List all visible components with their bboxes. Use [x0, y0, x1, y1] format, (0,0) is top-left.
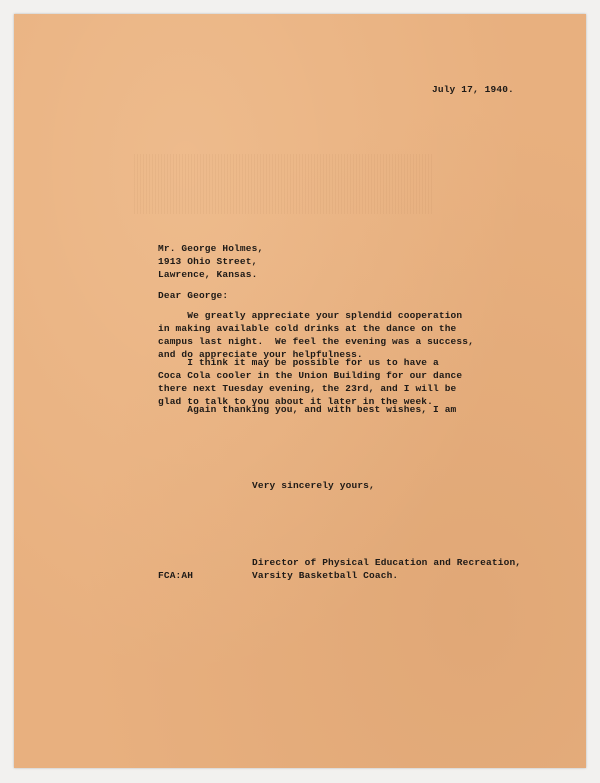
letter-page: [14, 14, 586, 768]
typist-initials: FCA:AH: [158, 570, 194, 581]
paragraph-line: I think it may be possible for us to have a: [158, 357, 439, 368]
paragraph-3: [158, 403, 456, 416]
paragraph-line: campus last night. We feel the evening was a success,: [158, 336, 474, 347]
paragraph-1: [158, 309, 474, 361]
paragraph-line: in making available cold drinks at the dance on the: [158, 323, 457, 334]
paragraph-line: Again thanking you, and with best wishes, I am: [158, 404, 457, 415]
paragraph-line: glad to talk to you about it later in the week.: [158, 396, 433, 407]
show-through-texture: [134, 154, 434, 214]
paragraph-line: and do appreciate your helpfulness.: [158, 349, 363, 360]
signature-line: Varsity Basketball Coach.: [252, 570, 399, 581]
signature-block: [252, 556, 521, 582]
paragraph-2: [158, 356, 462, 408]
salutation: Dear George:: [158, 290, 229, 301]
address-line: Lawrence, Kansas.: [158, 269, 258, 280]
paragraph-line: We greatly appreciate your splendid cooperation: [158, 310, 463, 321]
paragraph-line: Coca Cola cooler in the Union Building for our dance: [158, 370, 463, 381]
paragraph-line: there next Tuesday evening, the 23rd, and I will be: [158, 383, 457, 394]
recipient-address: [158, 242, 263, 281]
address-line: Mr. George Holmes,: [158, 243, 264, 254]
letter-date: July 17, 1940.: [432, 84, 514, 95]
signature-line: Director of Physical Education and Recreation,: [252, 557, 522, 568]
closing: Very sincerely yours,: [252, 480, 375, 491]
address-line: 1913 Ohio Street,: [158, 256, 258, 267]
